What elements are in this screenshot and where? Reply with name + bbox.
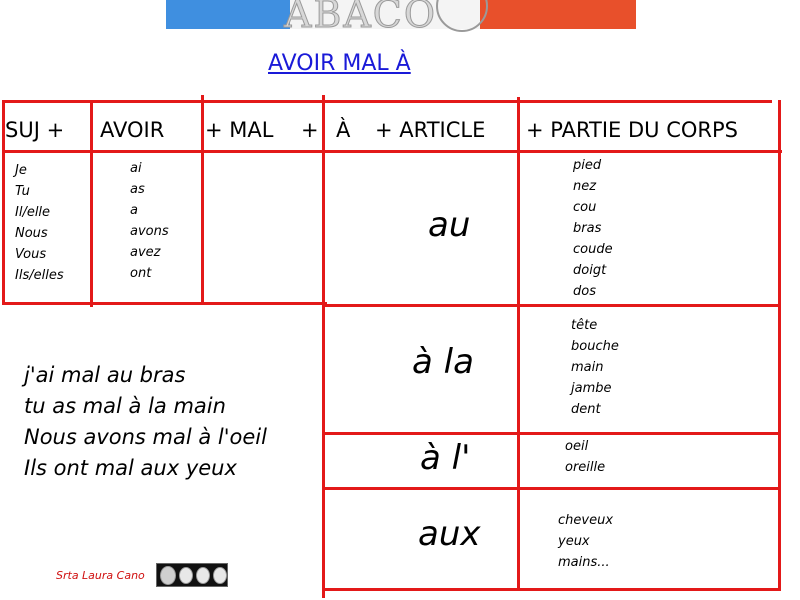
list-item: as — [130, 182, 145, 197]
header-banner — [166, 0, 636, 36]
header-avoir: AVOIR — [100, 118, 165, 142]
grid-line-ala-bottom — [323, 432, 781, 435]
article-aux: aux — [418, 514, 481, 554]
abaco-logo: ABACO — [284, 0, 438, 36]
grid-line-article — [517, 97, 520, 590]
parts-list-a-l — [565, 436, 605, 478]
banner-red-block — [480, 0, 636, 29]
example-sentence: Nous avons mal à l'oeil — [24, 425, 267, 449]
nc-icon — [196, 567, 210, 584]
list-item: ont — [130, 266, 152, 281]
grid-line-aux-bottom — [323, 588, 781, 591]
list-item: Ils/elles — [15, 268, 64, 283]
list-item: oeil — [565, 439, 589, 454]
list-item: dos — [573, 284, 596, 299]
banner-logo-area — [284, 0, 480, 36]
sa-icon — [213, 567, 227, 584]
header-suj: SUJ + — [5, 118, 65, 142]
list-item: jambe — [571, 381, 612, 396]
header-plus: + — [301, 118, 319, 142]
list-item: dent — [571, 402, 601, 417]
header-partie: + PARTIE DU CORPS — [526, 118, 738, 142]
grid-line-au-bottom — [323, 304, 781, 307]
list-item: pied — [573, 158, 602, 173]
list-item: ai — [130, 161, 142, 176]
grid-line-al-bottom — [323, 487, 781, 490]
list-item: cou — [573, 200, 597, 215]
list-item: Vous — [15, 247, 47, 262]
banner-blue-block — [166, 0, 290, 29]
example-sentences — [24, 360, 267, 484]
parts-list-a-la — [571, 315, 619, 420]
by-icon — [179, 567, 193, 584]
grid-line-right — [778, 100, 781, 590]
parts-list-aux — [558, 510, 613, 573]
grid-line-suj — [90, 100, 93, 307]
article-au: au — [428, 205, 471, 245]
list-item: tête — [571, 318, 598, 333]
header-a: À — [336, 118, 351, 142]
list-item: oreille — [565, 460, 606, 475]
avoir-list — [130, 158, 169, 284]
list-item: doigt — [573, 263, 607, 278]
grid-line-top — [2, 100, 772, 103]
cc-icon — [160, 566, 176, 585]
list-item: yeux — [558, 534, 590, 549]
header-article: + ARTICLE — [375, 118, 486, 142]
list-item: nez — [573, 179, 597, 194]
grid-line-header-bottom — [2, 150, 782, 153]
list-item: bouche — [571, 339, 619, 354]
parts-list-au — [573, 155, 613, 302]
grid-line-avoir — [201, 95, 204, 305]
author-credit: Srta Laura Cano — [56, 569, 145, 582]
header-mal: + MAL — [205, 118, 274, 142]
list-item: Il/elle — [15, 205, 51, 220]
subject-list — [15, 160, 64, 286]
list-item: coude — [573, 242, 613, 257]
list-item: avez — [130, 245, 161, 260]
grid-line-left-bottom — [2, 302, 327, 305]
list-item: a — [130, 203, 138, 218]
creative-commons-icon[interactable] — [156, 563, 228, 587]
grid-line-mal — [322, 95, 325, 598]
example-sentence: j'ai mal au bras — [24, 363, 186, 387]
list-item: Je — [15, 163, 27, 178]
article-a-la: à la — [412, 342, 474, 382]
list-item: Tu — [15, 184, 30, 199]
list-item: cheveux — [558, 513, 614, 528]
list-item: avons — [130, 224, 169, 239]
list-item: main — [571, 360, 604, 375]
list-item: bras — [573, 221, 602, 236]
list-item: mains... — [558, 555, 610, 570]
list-item: Nous — [15, 226, 48, 241]
example-sentence: Ils ont mal aux yeux — [24, 456, 237, 480]
page-title[interactable]: AVOIR MAL À — [268, 51, 411, 76]
article-a-l: à l' — [420, 438, 471, 478]
example-sentence: tu as mal à la main — [24, 394, 226, 418]
